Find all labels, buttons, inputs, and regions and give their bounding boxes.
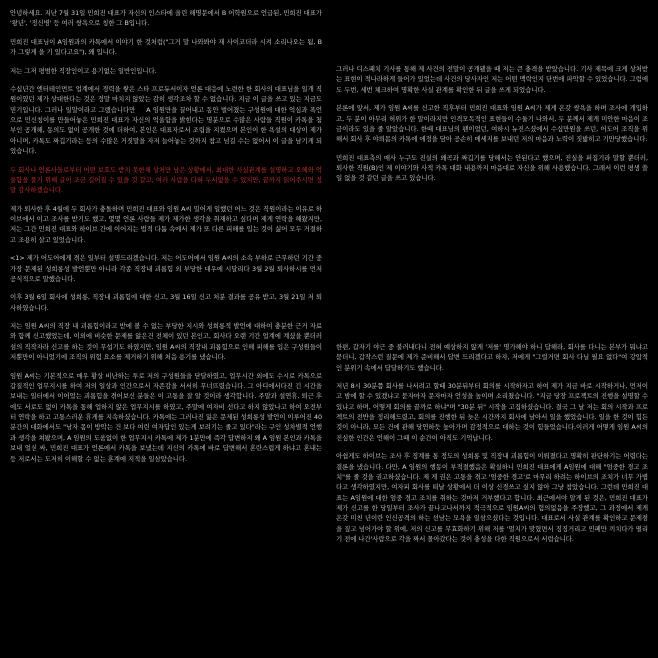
- paragraph: 본론에 앞서, 제가 임원 A씨를 신고한 직후부터 민희진 대표와 임원 A씨가 제게 온갖 쌍욕을 하며 조사에 개입하고, 두 분이 아무리 허위가 한 말이라지만 인격모독적인 표현들이 수둘기 나와서, 두 분께서 제게 미안한 마음이 조금이라도 있을 줄 알았습니다. 한때 대표님의 팬이었던, 여하시 뉴진스셨에서 수십만원을 쓰던, 어도어 조직을 위해서 회사 후 야뢰몸의 카톡에 애정을 담아 공손히 메세지를 보내던 저의 마음과 노력이 짓밟히고 기만당했습니다.: [336, 104, 648, 144]
- paragraph: 저는 그저 평범한 직장인이고 용기없는 일반인입니다.: [10, 66, 157, 75]
- paragraph: 한편, 갑자기 야근 중 불러내다니 전혀 예상하지 않게 '저를' 명가해야 하니 답해라, 회사를 다니는 본부가 뭐냐고 묻더니, 갑작스런 질문에 제가 준비해서 답변 드리겠다고 하자, 저에게 "그럴거면 회사 다닐 필요 없다"여 강압적인 분위기 속에서 답달하기도 했습니다.: [336, 342, 648, 372]
- left-column: [10, 8, 322, 652]
- paragraph: 수십년간 엔터테인먼트 업계에서 경력을 쌓은 스타 프로듀서이자 언론 대응에 노련한 한 회사의 대표님을 일개 직원이였던 제가 상대한다는 것은 정말 마치지 않았는 감히 생각조차 할 수 없습니다. 지금 이 글을 쓰고 있는 지금도 믿기입니다. 그러나 일말이라고 그랬습니다만 ᅟ A 임원만을 끌어내고 동안 벌어졌는 구성원에 대한 억심과 폭언으로 민신칭이를 만들어놓은 민희진 대표가 자신의 억울함을 밝힌다는 명분으로 수많은 사람들 직원이 카톡을 첨부인 공개해, 동의도 없이 공개한 것에 더하여, 본인은 대표자로서 조립을 지켰으며 본인이 한 욕설의 대상이 제가 아니며, 카톡도 짜깁기라는 등의 수많은 거짓말을 자저 늘어놓는 것까지 참고 넘길 수는 없어서 이 글을 남기게 되었습니다.: [10, 84, 322, 156]
- paragraph: 안녕하세요. 지난 7월 31일 민희진 대표가 자신의 인스타에 올린 해명문에서 B 어학원으로 언급된, 민희진 대표가 '왕년', '정신병' 등 여러 쌍욕으로 칭한 그 B입니다.: [10, 9, 322, 28]
- paragraph: 임원 A씨는 기본적으로 매우 황상 비난하는 투로 저의 구성원들을 닫달하였고, 업무시간 외에도 수시로 카톡으로 갑질적인 업무지시를 하여 저의 일상과 인간으로서 자존감을 서서히 무너뜨렸습니다. 그 아디에서다진 긴 시간을 보내는 일터에서 이어었는 괴롭힘을 겪어보신 분들은 이 고통을 잘 알 것이라 생각합니다. 주말과 설연휴, 퇴근 후에도 서로도 없이 카톡을 통해 업하지 않은 업무지시를 하였고, 주말에 여자비 선다고 하지 않았나고 하여 오전부터 연락을 하고 고통스러운 휴게를 지속하셨습니다. 카톡에는 그러나진 잃은 문제된 성희롱성 발언이 이루어진 40분간의 대화에서도 "남자 몸이 방악는 건 보다 여린 여자답인 있는게 보려기는 줄고 있다"라는 구인 성차별적 언행과 생각을 쳐봤으며, A 임원의 도움없이 한 업무지시 카톡에 제가 1분만에 즉각 답변하지 왜 A 임원 본인과 카톡을 보내 얼싣 싸, 민희진 대표가 언론에서 카톡을 보냈는데 지신의 카톡에 바로 답변해서 혼란스럽게 하냐고 혼내는 등 저로서는 도저히 이해할 수 없는 훈계에 지적을 일삼았습니다.: [10, 371, 322, 463]
- paragraph: <1> 제가 어도어에게 겪은 일부터 설명드리겠습니다. 저는 어도어에서 임원 A씨의 소속 부하로 근무하던 기간 중 가장 문제된 성희롱성 발언뿐만 아니라 각종 직장내 괴롭힘 외 부당한 대우에 시달리다 3월 2월 퇴사하시를 먼저 공식적으로 말했습니다.: [10, 254, 322, 283]
- paragraph: 이후 3월 6일 회사에 성희롱, 직장내 괴롭힘에 대한 신고, 3월 16일 신고 처분 결과를 공유 받고, 3월 21일 저 퇴사하였습니다.: [10, 293, 322, 312]
- paragraph-highlighted: 두 회사나 언론사들로부터 어떤 보호도 받지 못한채 상처만 남은 상황에서, 최대한 사실관계를 설명하고 오해와 억울함을 풀기 위해 글이 조금 길어질 수 있을 것 같고, 여러 사람을 다혀 두서없을 수 있지만, 끝까지 읽어주시면 정말 감사하겠습니다.: [10, 165, 322, 195]
- paragraph: 민희진 대표님이 A임원과의 카톡에서 이야기 한 것처럼("그거 말 나와봐야 재 사이코더라 시켜 소리나오는 됨, B가 그렇게 을 기 있다고요"), 왜 입니다.: [10, 37, 322, 57]
- paragraph: 저는 임원 A씨의 직장 내 괴롭힘이라고 받에 볼 수 없는 부당한 지시와 성희롱적 발언에 대하여 충분한 근거 자료와 함께 신고했었는데, 이외에 비슷한 문제를 앓은건 전체이 있던 본인고, 회사다 오랜 기간 업계에 계셨을 뿐더러 섬의 직작자라 신고를 하는 것이 무섭기도 하였지만, 임원 A씨의 직장내 괴롭힘으로 인해 피해를 입은 구성원들이 저뿐만이 아니었기에 조직의 위험 요소를 제거하기 위해 처음 용기를 냈습니다.: [10, 322, 322, 362]
- column-mid-spacer: [336, 192, 648, 342]
- paragraph: 제가 퇴사한 후 4월에 두 회사가 충돌하며 민희진 대표와 임원 A씨 밀어게 일했던 어느 것은 직원이라는 이유로 하이브에서 이고 조사를 받기도 했고, 몇몇 언론 사람들 제가 제가한 생각을 취재하고 싶다며 제게 연락을 해왔지만, 저는 그간 민희진 대표와 하이브 간에 이어지는 법적 다툼 속에서 제가 또 다른 피해를 입는 것이 싫어 모두 거절하고 조용히 살고 있었습니다.: [10, 204, 322, 244]
- right-column: [336, 8, 648, 652]
- paragraph: 그러나 디스패치 기사를 통해 제 사건의 전말이 공개됐을 때 저는 큰 충격을 받았습니다. 기사 제목에 크게 상처받는 표현이 적나라하게 들어가 있었는데 사건의 당사자인 저는 어떤 맥락인지 단번에 파악할 수 있었습니다. 그럼에도 두번, 세번 체크하여 명확한 사실 관계를 확인한 뒤 글을 쓰게 되었습니다.: [336, 65, 648, 94]
- paragraph: 저년 8시 30분쯤 회사를 나서려고 할때 30분뒤부터 회의를 시작하자고 하여 제가 지금 바로 시작하거나, 먼저이고 밤에 할 수 있겠냐고 묻자마자 문자마자 언성을 높이며 소리쳤습니다. "지금 당장 프로젝트의 진행을 설명할 수 있냐고 하며, 어떻게 회의를 끝까로 하냐"며 "30분 뒤" 시작을 고집하셨습니다. 결국 그 날 저는 회의 시작과 프로젝트의 전반을 정리해드렸고, 회의를 진행한 뒤 늦은 시간까지 회사에 남아서 일을 했었습니다. 일을 한 것이 힘든 것이 아니라, 모든 건에 관해 당연하듯 높아가며 감정적으로 대하는 것이 힘들었습니다.이러게 어떻게 임원 A씨의 진심한 인간은 언해이 그때 이 순간이 아직도 기억납니다.: [336, 381, 648, 442]
- paragraph: 아쉽게도 하이브는 조사 후 징계를 통 정도의 성희롱 및 직장내 괴롭힘이 이뤄졌다고 명확히 판단하기는 어렵다는 결론을 냈습니다. 다만, A 임원의 행동이 부적절했음은 확실하니 민희진 대표에게 A임원에 대해 "엄중한 경고 조치"를 줄 것을 권고하셨습니다. 제 게 권은 고통을 겪고 '엄중한 경고'로 마무리 하려는 하이브의 조치가 너무 가볍다고 생각하였지만, 여자피 회사를 떠날 상황에서 더 이상 신경쓰고 싶지 않아 그냥 참았습니다. 그런데 민희진 대표는 A임원에 대한 엄중 경고 조치를 취하는 것마저 거부했다고 합니다. 최근에서야 알게 된 것은, 민희진 대표가 제가 신고를 한 당일부터 조사가 끝나고나서까지 적극적으로 임원A씨의 험의없음을 주장했고, 그 과정에서 제게 온갖 미친 년이란 인신공격의 하는 선남는 모욕을 일삼으셨다는 것입니다. 대표로서 사실 관계를 확인하고 문제점을 짚고 넘어가야 할 위에, 저의 신고를 무효화하기 위해 저를 '멀지가 맞혔면서 징징거리고 민폐만 끼치다가 떨리기 전에 나간'사람으로 각을 짜서 몰아갔다는 것이 충성을 다한 직원으로서 서럽습니다.: [336, 452, 648, 544]
- paragraph: 민희진 대표측의 매사 누구도 진실의 왜곡과 짜깁기를 당해서는 안된다고 했으며, 진실을 퍼집기라 말할 뿐더러, 퇴사한 직원(B)인 제 이야기와 사적 카톡 대화 내용까지 마음대로 자신을 위해 사용했습니다. 그래서 이런 평생 쓸 일 없을 것 같던 글을 쓰고 있습니다.: [336, 153, 648, 183]
- column-top-spacer: [336, 8, 648, 64]
